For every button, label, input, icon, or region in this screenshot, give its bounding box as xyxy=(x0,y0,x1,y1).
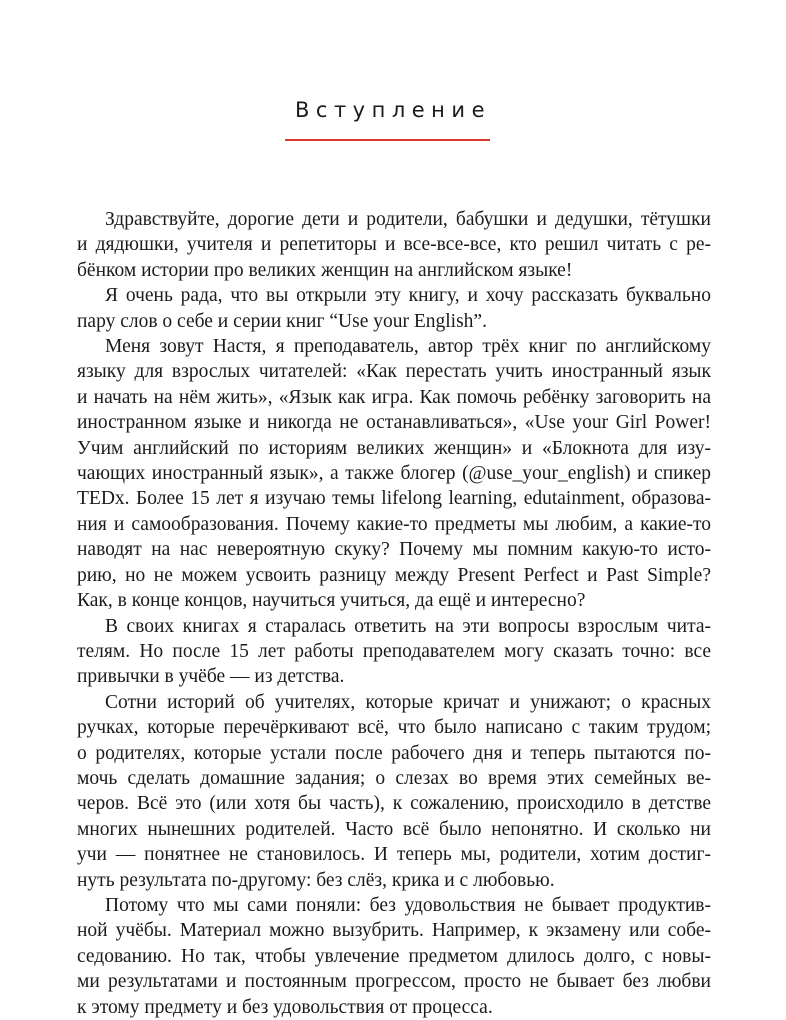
paragraph xyxy=(77,690,711,893)
text-line: языку для взрослых читателей: «Как перестать учить иностранный язык xyxy=(77,361,711,383)
paragraph xyxy=(77,334,711,613)
text-line: и начать на нём жить», «Язык как игра. Как помочь ребёнку заговорить на xyxy=(77,386,711,408)
text-line: к этому предмету и без удовольствия от процесса. xyxy=(77,996,493,1018)
text-line: иностранном языке и никогда не останавливаться», «Use your Girl Power! xyxy=(77,412,711,434)
text-line: Потому что мы сами поняли: без удовольствия не бывает продуктив- xyxy=(105,894,711,916)
text-line: Как, в конце концов, научиться учиться, да ещё и интересно? xyxy=(77,590,586,612)
text-line: В своих книгах я старалась ответить на эти вопросы взрослым чита- xyxy=(105,615,711,637)
text-line: TEDx. Более 15 лет я изучаю темы lifelong learning, edutainment, образова- xyxy=(77,488,711,510)
text-line: Я очень рада, что вы открыли эту книгу, и хочу рассказать буквально xyxy=(105,285,711,307)
text-line: о родителях, которые устали после рабочего дня и теперь пытаются по- xyxy=(77,742,711,764)
text-line: ручках, которые перечёркивают всё, что было написано с таким трудом; xyxy=(77,717,711,739)
text-line: ния и самообразования. Почему какие-то предметы мы любим, а какие-то xyxy=(77,513,711,535)
text-line: ми результатами и постоянным прогрессом, просто не бывает без любви xyxy=(77,971,711,993)
paragraph xyxy=(77,614,711,690)
text-line: пару слов о себе и серии книг “Use your English”. xyxy=(77,310,487,332)
text-line: и дядюшки, учителя и репетиторы и все-все-все, кто решил читать с ре- xyxy=(77,234,711,256)
text-line: наводят на нас невероятную скуку? Почему мы помним какую-то исто- xyxy=(77,539,711,561)
body-text xyxy=(77,207,711,1020)
text-line: седованию. Но так, чтобы увлечение предметом длилось долго, с новы- xyxy=(77,945,711,967)
paragraph xyxy=(77,283,711,334)
text-line: телям. Но после 15 лет работы преподавателем могу сказать точно: все xyxy=(77,640,711,662)
text-line: Учим английский по историям великих женщин» и «Блокнота для изу- xyxy=(77,437,711,459)
text-line: чающих иностранный язык», а также блогер (@use_your_english) и спикер xyxy=(77,463,711,485)
text-line: черов. Всё это (или хотя бы часть), к сожалению, происходило в детстве xyxy=(77,793,711,815)
text-line: нуть результата по-другому: без слёз, крика и с любовью. xyxy=(77,869,555,891)
text-line: мочь сделать домашние задания; о слезах во время этих семейных ве- xyxy=(77,767,711,789)
text-line: рию, но не можем усвоить разницу между Present Perfect и Past Simple? xyxy=(77,564,711,586)
paragraph xyxy=(77,207,711,283)
text-line: Меня зовут Настя, я преподаватель, автор трёх книг по английскому xyxy=(105,336,711,358)
text-line: учи — понятнее не становилось. И теперь мы, родители, хотим достиг- xyxy=(77,844,711,866)
text-line: привычки в учёбе — из детства. xyxy=(77,666,345,688)
text-line: Здравствуйте, дорогие дети и родители, бабушки и дедушки, тётушки xyxy=(105,209,711,230)
title-underline xyxy=(285,139,490,141)
text-line: Сотни историй об учителях, которые кричат и унижают; о красных xyxy=(105,691,711,713)
text-line: ной учёбы. Материал можно вызубрить. Например, к экзамену или собе- xyxy=(77,920,711,942)
chapter-title: Вступление xyxy=(295,98,491,122)
text-line: многих нынешних родителей. Часто всё было непонятно. И сколько ни xyxy=(77,818,711,840)
text-line: бёнком истории про великих женщин на английском языке! xyxy=(77,259,573,281)
paragraph xyxy=(77,893,711,1020)
